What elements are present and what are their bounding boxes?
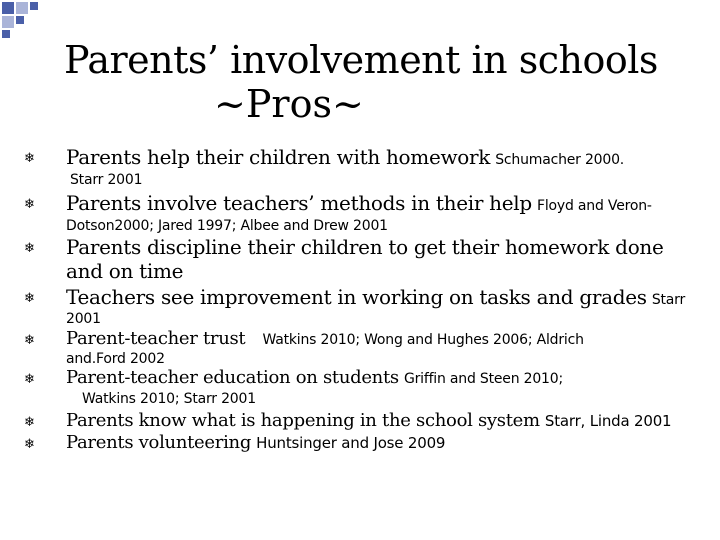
slide-title	[64, 38, 684, 126]
snowflake-bullet-icon: ❄	[24, 151, 35, 166]
snowflake-bullet-icon: ❄	[24, 372, 35, 387]
citation: Huntsinger and Jose 2009	[256, 434, 446, 452]
bullet-text: Parents involve teachers’ methods in their help	[66, 191, 532, 215]
citation: Griffin and Steen 2010;	[403, 371, 563, 387]
bullet-text: Parent-teacher trust	[66, 328, 246, 349]
citation: Schumacher 2000.	[495, 152, 625, 168]
citation-continued: Dotson2000; Jared 1997; Albee and Drew 2001	[66, 218, 388, 234]
title-line-1: Parents’ involvement in schools	[64, 38, 658, 82]
snowflake-bullet-icon: ❄	[24, 291, 35, 306]
bullet-text-continued: and on time	[66, 259, 184, 283]
snowflake-bullet-icon: ❄	[24, 333, 35, 348]
corner-decoration	[0, 0, 50, 50]
snowflake-bullet-icon: ❄	[24, 197, 35, 212]
title-line-2: ~Pros~	[214, 82, 364, 126]
citation: Starr	[651, 292, 686, 308]
bullet-text: Parents know what is happening in the school system	[66, 410, 540, 431]
snowflake-bullet-icon: ❄	[24, 241, 35, 256]
bullet-text: Parent-teacher education on students	[66, 367, 399, 388]
citation-continued: and.Ford 2002	[66, 351, 165, 367]
citation: Floyd and Veron-	[536, 198, 652, 214]
citation-continued: 2001	[66, 311, 101, 327]
citation: Watkins 2010; Wong and Hughes 2006; Aldrich	[262, 332, 584, 348]
bullet-text: Teachers see improvement in working on tasks and grades	[66, 285, 647, 309]
citation-continued: Watkins 2010; Starr 2001	[82, 391, 256, 407]
bullet-text: Parents help their children with homework	[66, 145, 491, 169]
snowflake-bullet-icon: ❄	[24, 437, 35, 452]
citation-continued: Starr 2001	[70, 172, 143, 188]
bullet-text: Parents volunteering	[66, 432, 252, 453]
citation: Starr, Linda 2001	[544, 412, 672, 430]
snowflake-bullet-icon: ❄	[24, 415, 35, 430]
bullet-text: Parents discipline their children to get their homework done	[66, 235, 664, 259]
